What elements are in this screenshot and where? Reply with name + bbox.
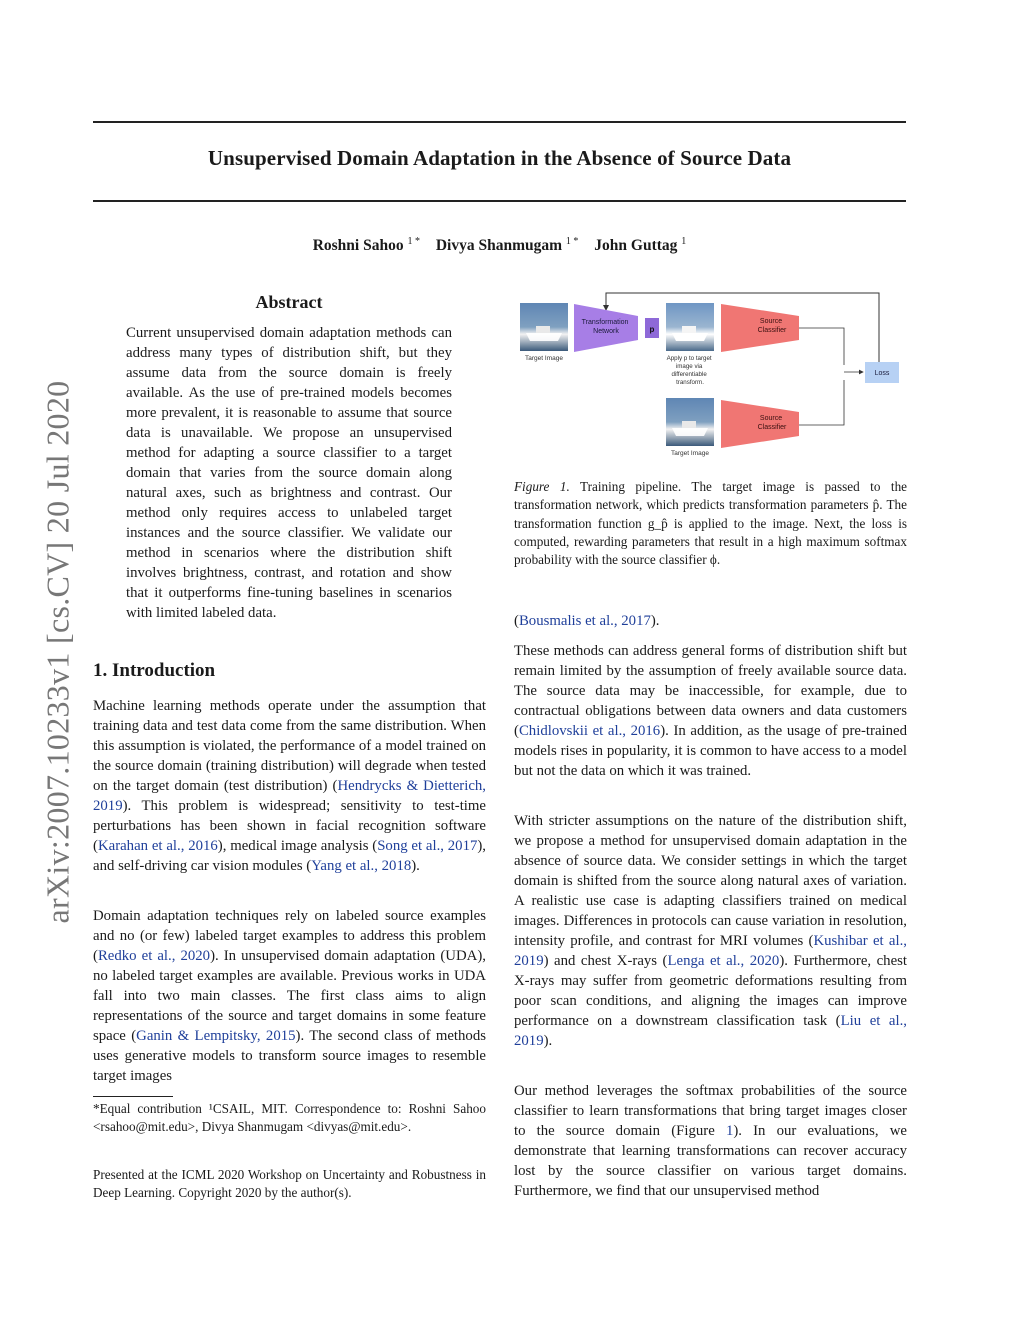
transformation-network-label: Transformation Network xyxy=(581,319,629,335)
citation-link[interactable]: Bousmalis et al., 2017 xyxy=(518,613,651,629)
classifier-1-to-loss-line xyxy=(799,328,844,365)
figure-1-diagram xyxy=(514,290,907,470)
text-run: ). In addition, as the usage of pre-trained models rises in popularity, it is common to have access to a model but not the data on which it was trained. xyxy=(514,723,907,779)
author-1-name: Roshni Sahoo xyxy=(312,237,404,255)
text-run: With stricter assumptions on the nature of the distribution shift, we propose a method for unsupervised domain adaptation in the absence of source data. We consider settings in which the target domain is shifted from the source along natural axes of variation. A realistic use case is adapting classifiers trained on medical images. Differences in protocols can cause variation in resolution, intensity profile, and contrast for MRI volumes ( xyxy=(514,813,907,949)
author-list xyxy=(93,236,906,255)
author-3-name: John Guttag xyxy=(594,237,678,255)
title-top-rule xyxy=(93,121,906,123)
citation-link[interactable]: Hendrycks & Dietterich, 2019 xyxy=(93,778,486,814)
citation-link[interactable]: Song et al., 2017 xyxy=(377,838,478,854)
author-1 xyxy=(313,237,420,254)
citation-link[interactable]: Redko et al., 2020 xyxy=(97,948,211,964)
text-run: ). xyxy=(543,1033,553,1049)
introduction-heading: 1. Introduction xyxy=(93,660,216,681)
author-2-name: Divya Shanmugam xyxy=(435,237,563,255)
author-2-affil: 1 * xyxy=(565,236,579,247)
apply-transform-label: Apply p to target image via differentiable transform. xyxy=(666,355,712,386)
author-3-affil: 1 xyxy=(681,236,687,247)
intro-paragraph-1 xyxy=(93,696,486,876)
citation-link[interactable]: Lenga et al., 2020 xyxy=(667,953,780,969)
text-run: ). xyxy=(411,858,420,874)
title-bottom-rule xyxy=(93,200,906,202)
footnote-equal-contribution: *Equal contribution ¹CSAIL, MIT. Correspondence to: Roshni Sahoo <rsahoo@mit.edu>, Divya Shanmugam <divyas@mit.edu>. xyxy=(93,1101,486,1134)
text-run: ). The second class of methods uses generative models to transform source images to resemble target images xyxy=(93,1028,486,1084)
loss-label: Loss xyxy=(874,370,890,377)
text-run: Domain adaptation techniques rely on labeled source examples and no (or few) labeled target examples to address this problem ( xyxy=(93,908,486,964)
author-1-affil: 1 * xyxy=(407,236,420,247)
footnote-rule xyxy=(93,1096,173,1097)
figure-1-caption xyxy=(514,478,907,569)
text-run: ), and self-driving car vision modules ( xyxy=(93,838,487,874)
intro-paragraph-2 xyxy=(93,906,486,1086)
figure-caption-label: Figure 1. xyxy=(514,479,570,494)
footnote-venue: Presented at the ICML 2020 Workshop on Uncertainty and Robustness in Deep Learning. Copyright 2020 by the author(s). xyxy=(93,1167,486,1200)
citation-link[interactable]: 1 xyxy=(725,1123,734,1139)
text-run: ). xyxy=(650,613,660,629)
text-run: Machine learning methods operate under the assumption that training data and test data come from the same distribution. When this assumption is violated, the performance of a model trained on the source domain (training distribution) will degrade when tested on the target domain (test distribution) ( xyxy=(93,698,486,794)
text-run: ) and chest X-rays ( xyxy=(543,953,668,969)
text-run: These methods can address general forms of distribution shift but remain limited by the assumption of freely available source data. The source data may be inaccessible, for example, due to contractual obligations between data owners and data customers ( xyxy=(514,643,907,739)
target-image-2-label: Target Image xyxy=(671,450,709,457)
abstract-heading: Abstract xyxy=(255,292,323,312)
abstract-body: Current unsupervised domain adaptation methods can address many types of distribution shift, but they assume data from the source domain is freely available. As the use of pre-trained models becomes more prevalent, it is reasonable to assume that source data is unavailable. We propose an unsupervised method for adapting a source classifier to a target domain that varies from the source domain along natural axes, such as brightness and contrast. Our method only requires access to unlabeled target instances and the source classifier. We validate our method in scenarios where the distribution shift involves brightness, contrast, and rotation and show that it outperforms fine-tuning baselines in scenarios with limited labeled data. xyxy=(126,325,452,621)
arxiv-stamp: arXiv:2007.10233v1 [cs.CV] 20 Jul 2020 xyxy=(39,380,76,924)
figure-caption-text: Training pipeline. The target image is passed to the transformation network, which predicts transformation parameters p̂. The transformation function g_p̂ is applied to the image. Next, the loss is computed, rewarding parameters that result in a high maximum softmax probability with the source classifier ϕ. xyxy=(514,479,908,568)
author-3 xyxy=(594,237,686,254)
text-run: ( xyxy=(514,613,519,629)
paper-title: Unsupervised Domain Adaptation in the Absence of Source Data xyxy=(207,146,792,170)
citation-link[interactable]: Chidlovskii et al., 2016 xyxy=(518,723,661,739)
text-run: ). In unsupervised domain adaptation (UDA), no labeled target examples are available. Previous works in UDA fall into two main classes. The first class aims to align representations of the source and target domains in some feature space ( xyxy=(93,948,486,1044)
source-classifier-2-label: Source Classifier xyxy=(757,415,787,431)
author-2 xyxy=(436,237,579,254)
text-run: ). This problem is widespread; sensitivity to test-time perturbations has been shown in facial recognition software ( xyxy=(93,798,486,854)
intro-paragraph-3 xyxy=(514,611,907,631)
citation-link[interactable]: Ganin & Lempitsky, 2015 xyxy=(136,1028,296,1044)
target-image-1 xyxy=(520,303,568,351)
text-run: ). Furthermore, chest X-rays may suffer from geometric deformations resulting from poor scan conditions, and aligning the images can improve performance on a downstream classification task ( xyxy=(514,953,908,1029)
intro-paragraph-5 xyxy=(514,811,907,1051)
citation-link[interactable]: Kushibar et al., 2019 xyxy=(514,933,908,969)
target-image-2 xyxy=(666,398,714,446)
text-run: Our method leverages the softmax probabilities of the source classifier to learn transformations that bring target images closer to the source domain (Figure xyxy=(514,1083,907,1139)
transformed-image xyxy=(666,303,714,351)
classifier-2-to-loss-line xyxy=(799,380,844,425)
citation-link[interactable]: Karahan et al., 2016 xyxy=(97,838,218,854)
target-image-1-label: Target Image xyxy=(525,355,563,362)
intro-paragraph-4 xyxy=(514,641,907,781)
source-classifier-1-label: Source Classifier xyxy=(757,318,787,334)
text-run: ). In our evaluations, we demonstrate that learning transformations can recover accuracy lost by the source classifier on various target domains. Furthermore, we find that our unsupervised method xyxy=(514,1123,907,1199)
intro-paragraph-6 xyxy=(514,1081,907,1201)
citation-link[interactable]: Liu et al., 2019 xyxy=(514,1013,907,1049)
citation-link[interactable]: Yang et al., 2018 xyxy=(311,858,412,874)
text-run: ), medical image analysis ( xyxy=(217,838,378,854)
p-box-label: p xyxy=(649,325,655,334)
